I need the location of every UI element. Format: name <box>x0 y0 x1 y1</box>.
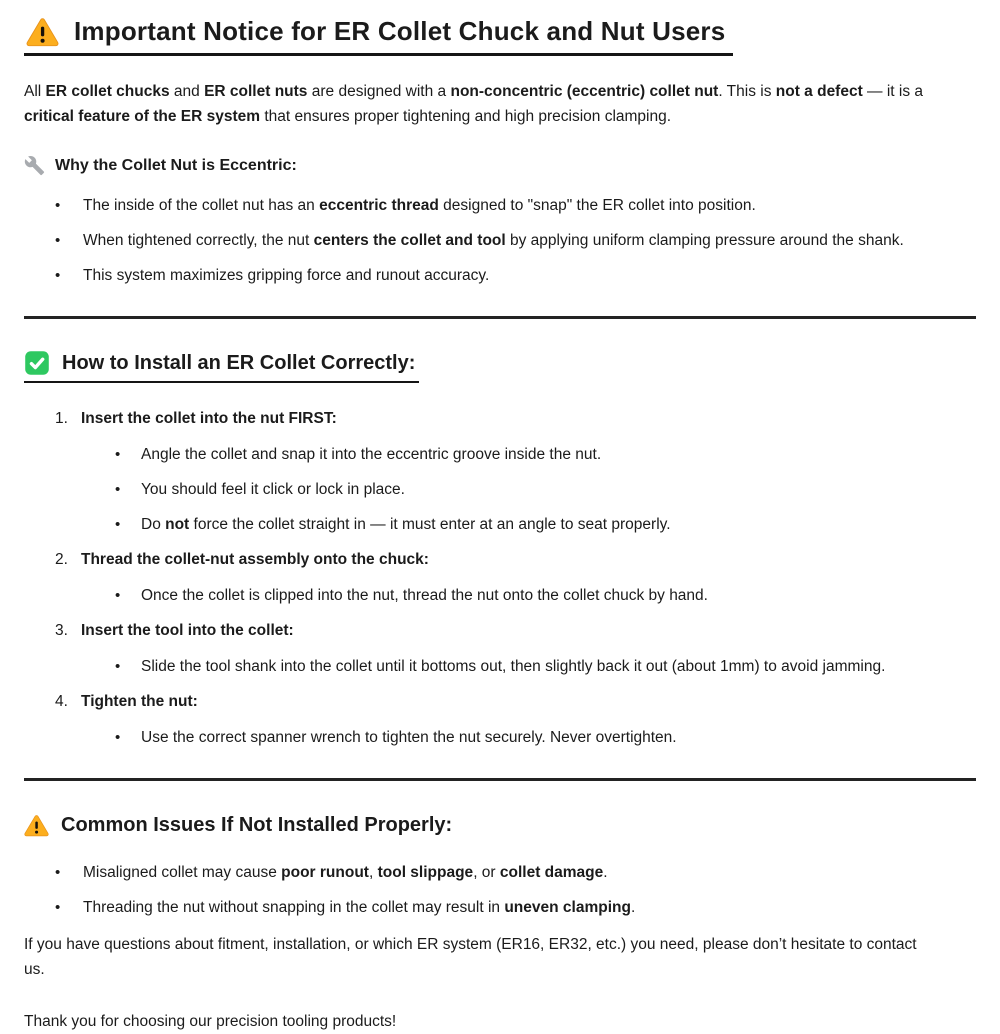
bullet-icon <box>115 514 141 536</box>
list-item <box>24 195 976 217</box>
section-divider <box>24 778 976 781</box>
list-item <box>24 230 976 252</box>
step-title: Thread the collet-nut assembly onto the chuck: <box>81 551 429 568</box>
bullet-icon <box>115 656 141 678</box>
list-item <box>24 479 976 501</box>
thank-you-paragraph: Thank you for choosing our precision tooling products! <box>24 1013 397 1030</box>
warning-triangle-icon <box>24 814 49 837</box>
bullet-icon <box>115 444 141 466</box>
section-heading-issues <box>24 814 976 837</box>
bullet-icon <box>55 265 83 287</box>
step-number: 3. <box>55 622 68 639</box>
step-number: 2. <box>55 551 68 568</box>
list-item-text: The inside of the collet nut has an eccentric thread designed to "snap" the ER collet into position. <box>83 197 756 214</box>
step-title: Insert the collet into the nut FIRST: <box>81 410 337 427</box>
list-item-text: Use the correct spanner wrench to tighten the nut securely. Never overtighten. <box>141 729 677 746</box>
step-title: Tighten the nut: <box>81 693 198 710</box>
list-item <box>24 514 976 536</box>
list-item-text: Do not force the collet straight in — it must enter at an angle to seat properly. <box>141 516 671 533</box>
list-item <box>24 585 976 607</box>
warning-triangle-icon <box>26 17 59 47</box>
why-bullet-list <box>24 195 976 287</box>
bullet-icon <box>115 727 141 749</box>
list-item-text: You should feel it click or lock in place. <box>141 481 405 498</box>
list-item-text: When tightened correctly, the nut centers the collet and tool by applying uniform clamping pressure around the shank. <box>83 232 904 249</box>
numbered-step <box>24 549 976 571</box>
numbered-step <box>24 620 976 642</box>
list-item-text: Misaligned collet may cause poor runout, tool slippage, or collet damage. <box>83 864 608 881</box>
page-title-row <box>24 14 733 56</box>
list-item <box>24 444 976 466</box>
wrench-icon <box>24 155 45 176</box>
bullet-icon <box>115 585 141 607</box>
issues-bullet-list <box>24 862 976 919</box>
list-item <box>24 897 976 919</box>
numbered-step <box>24 691 976 713</box>
list-item <box>24 862 976 884</box>
list-item <box>24 265 976 287</box>
section-heading-issues-label: Common Issues If Not Installed Properly: <box>61 814 453 836</box>
list-item <box>24 727 976 749</box>
bullet-icon <box>55 195 83 217</box>
closing-paragraph: If you have questions about fitment, installation, or which ER system (ER16, ER32, etc.) you need, please don’t hesitate to contact us. <box>24 936 917 978</box>
list-item-text: Slide the tool shank into the collet until it bottoms out, then slightly back it out (about 1mm) to avoid jamming. <box>141 658 886 675</box>
list-item-text: This system maximizes gripping force and runout accuracy. <box>83 267 490 284</box>
section-heading-why <box>24 155 976 176</box>
bullet-icon <box>55 897 83 919</box>
intro-paragraph: All ER collet chucks and ER collet nuts are designed with a non-concentric (eccentric) collet nut. This is not a defect — it is a critical feature of the ER system that ensures proper tightening and high precision clamping. <box>24 83 924 125</box>
list-item-text: Threading the nut without snapping in the collet may result in uneven clamping. <box>83 899 636 916</box>
step-number: 1. <box>55 410 68 427</box>
numbered-step <box>24 408 976 430</box>
check-box-icon <box>24 350 50 376</box>
step-title: Insert the tool into the collet: <box>81 622 294 639</box>
bullet-icon <box>55 230 83 252</box>
section-heading-install-label: How to Install an ER Collet Correctly: <box>62 351 416 374</box>
list-item-text: Once the collet is clipped into the nut, thread the nut onto the collet chuck by hand. <box>141 587 708 604</box>
install-steps-list <box>24 408 976 749</box>
section-heading-install <box>24 350 419 383</box>
section-heading-why-label: Why the Collet Nut is Eccentric: <box>55 156 297 174</box>
page-title: Important Notice for ER Collet Chuck and Nut Users <box>74 16 726 46</box>
bullet-icon <box>55 862 83 884</box>
bullet-icon <box>115 479 141 501</box>
list-item <box>24 656 976 678</box>
list-item-text: Angle the collet and snap it into the eccentric groove inside the nut. <box>141 446 602 463</box>
step-number: 4. <box>55 693 68 710</box>
